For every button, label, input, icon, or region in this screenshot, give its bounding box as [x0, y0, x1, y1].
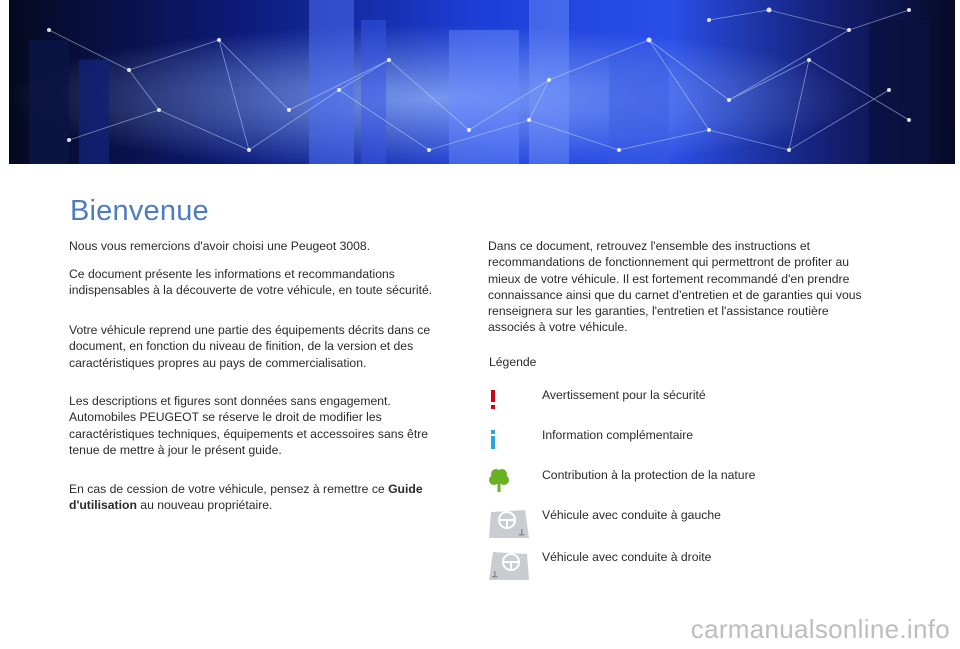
resale-text-end: au nouveau propriétaire. — [136, 498, 273, 513]
intro-paragraph-resale — [69, 481, 439, 514]
resale-text-start: En cas de cession de votre véhicule, pensez à remettre ce — [69, 482, 389, 496]
document-overview-paragraph: Dans ce document, retrouvez l'ensemble des instructions et recommandations de fonctionnement qui permettront de profiter au mieux de votre véhicule. Il est fortement recommandé d'en prendre connaissance ainsi que du carnet d'entretien et de garanties qui vous renseignera sur les garanties, l'entretien et l'assistance routière associés à votre véhicule. — [488, 239, 862, 335]
legend-label-right-hand-drive: Véhicule avec conduite à droite — [542, 550, 712, 564]
legend-title: Légende — [489, 355, 537, 369]
header-banner-image — [9, 0, 955, 164]
legend-item-nature — [489, 466, 909, 500]
intro-paragraph-purpose: Ce document présente les informations et recommandations indispensables à la découverte de votre véhicule, en toute sécurité. — [69, 267, 433, 298]
legend-item-right-hand-drive — [489, 548, 909, 582]
tree-icon — [489, 466, 529, 500]
right-hand-drive-icon — [489, 548, 529, 582]
legend-label-safety: Avertissement pour la sécurité — [542, 388, 706, 402]
legend-label-nature: Contribution à la protection de la nature — [542, 468, 756, 482]
warning-exclamation-icon — [489, 386, 529, 420]
site-watermark: carmanualsonline.info — [690, 614, 950, 644]
intro-paragraph-disclaimer: Les descriptions et figures sont données sans engagement. Automobiles PEUGEOT se réserve le droit de modifier les caractéristiques techniques, équipements et accessoires sans être tenue de mettre à jour le présent guide. — [69, 394, 429, 457]
intro-paragraph-equipment: Votre véhicule reprend une partie des équipements décrits dans ce document, en fonction du niveau de finition, de la version et des caractéristiques propres au pays de commercialisation. — [69, 323, 431, 370]
legend-item-safety — [489, 386, 909, 420]
info-icon — [489, 426, 529, 460]
city-network-banner — [9, 0, 955, 164]
page-title: Bienvenue — [70, 195, 209, 227]
legend-item-left-hand-drive — [489, 506, 909, 540]
left-hand-drive-icon — [489, 506, 529, 540]
legend-item-information — [489, 426, 909, 460]
legend-label-left-hand-drive: Véhicule avec conduite à gauche — [542, 508, 721, 522]
legend-label-information: Information complémentaire — [542, 428, 694, 442]
intro-paragraph-thanks: Nous vous remercions d'avoir choisi une Peugeot 3008. — [69, 239, 371, 253]
guide-name-bold: Guide d'utilisation — [69, 482, 423, 513]
